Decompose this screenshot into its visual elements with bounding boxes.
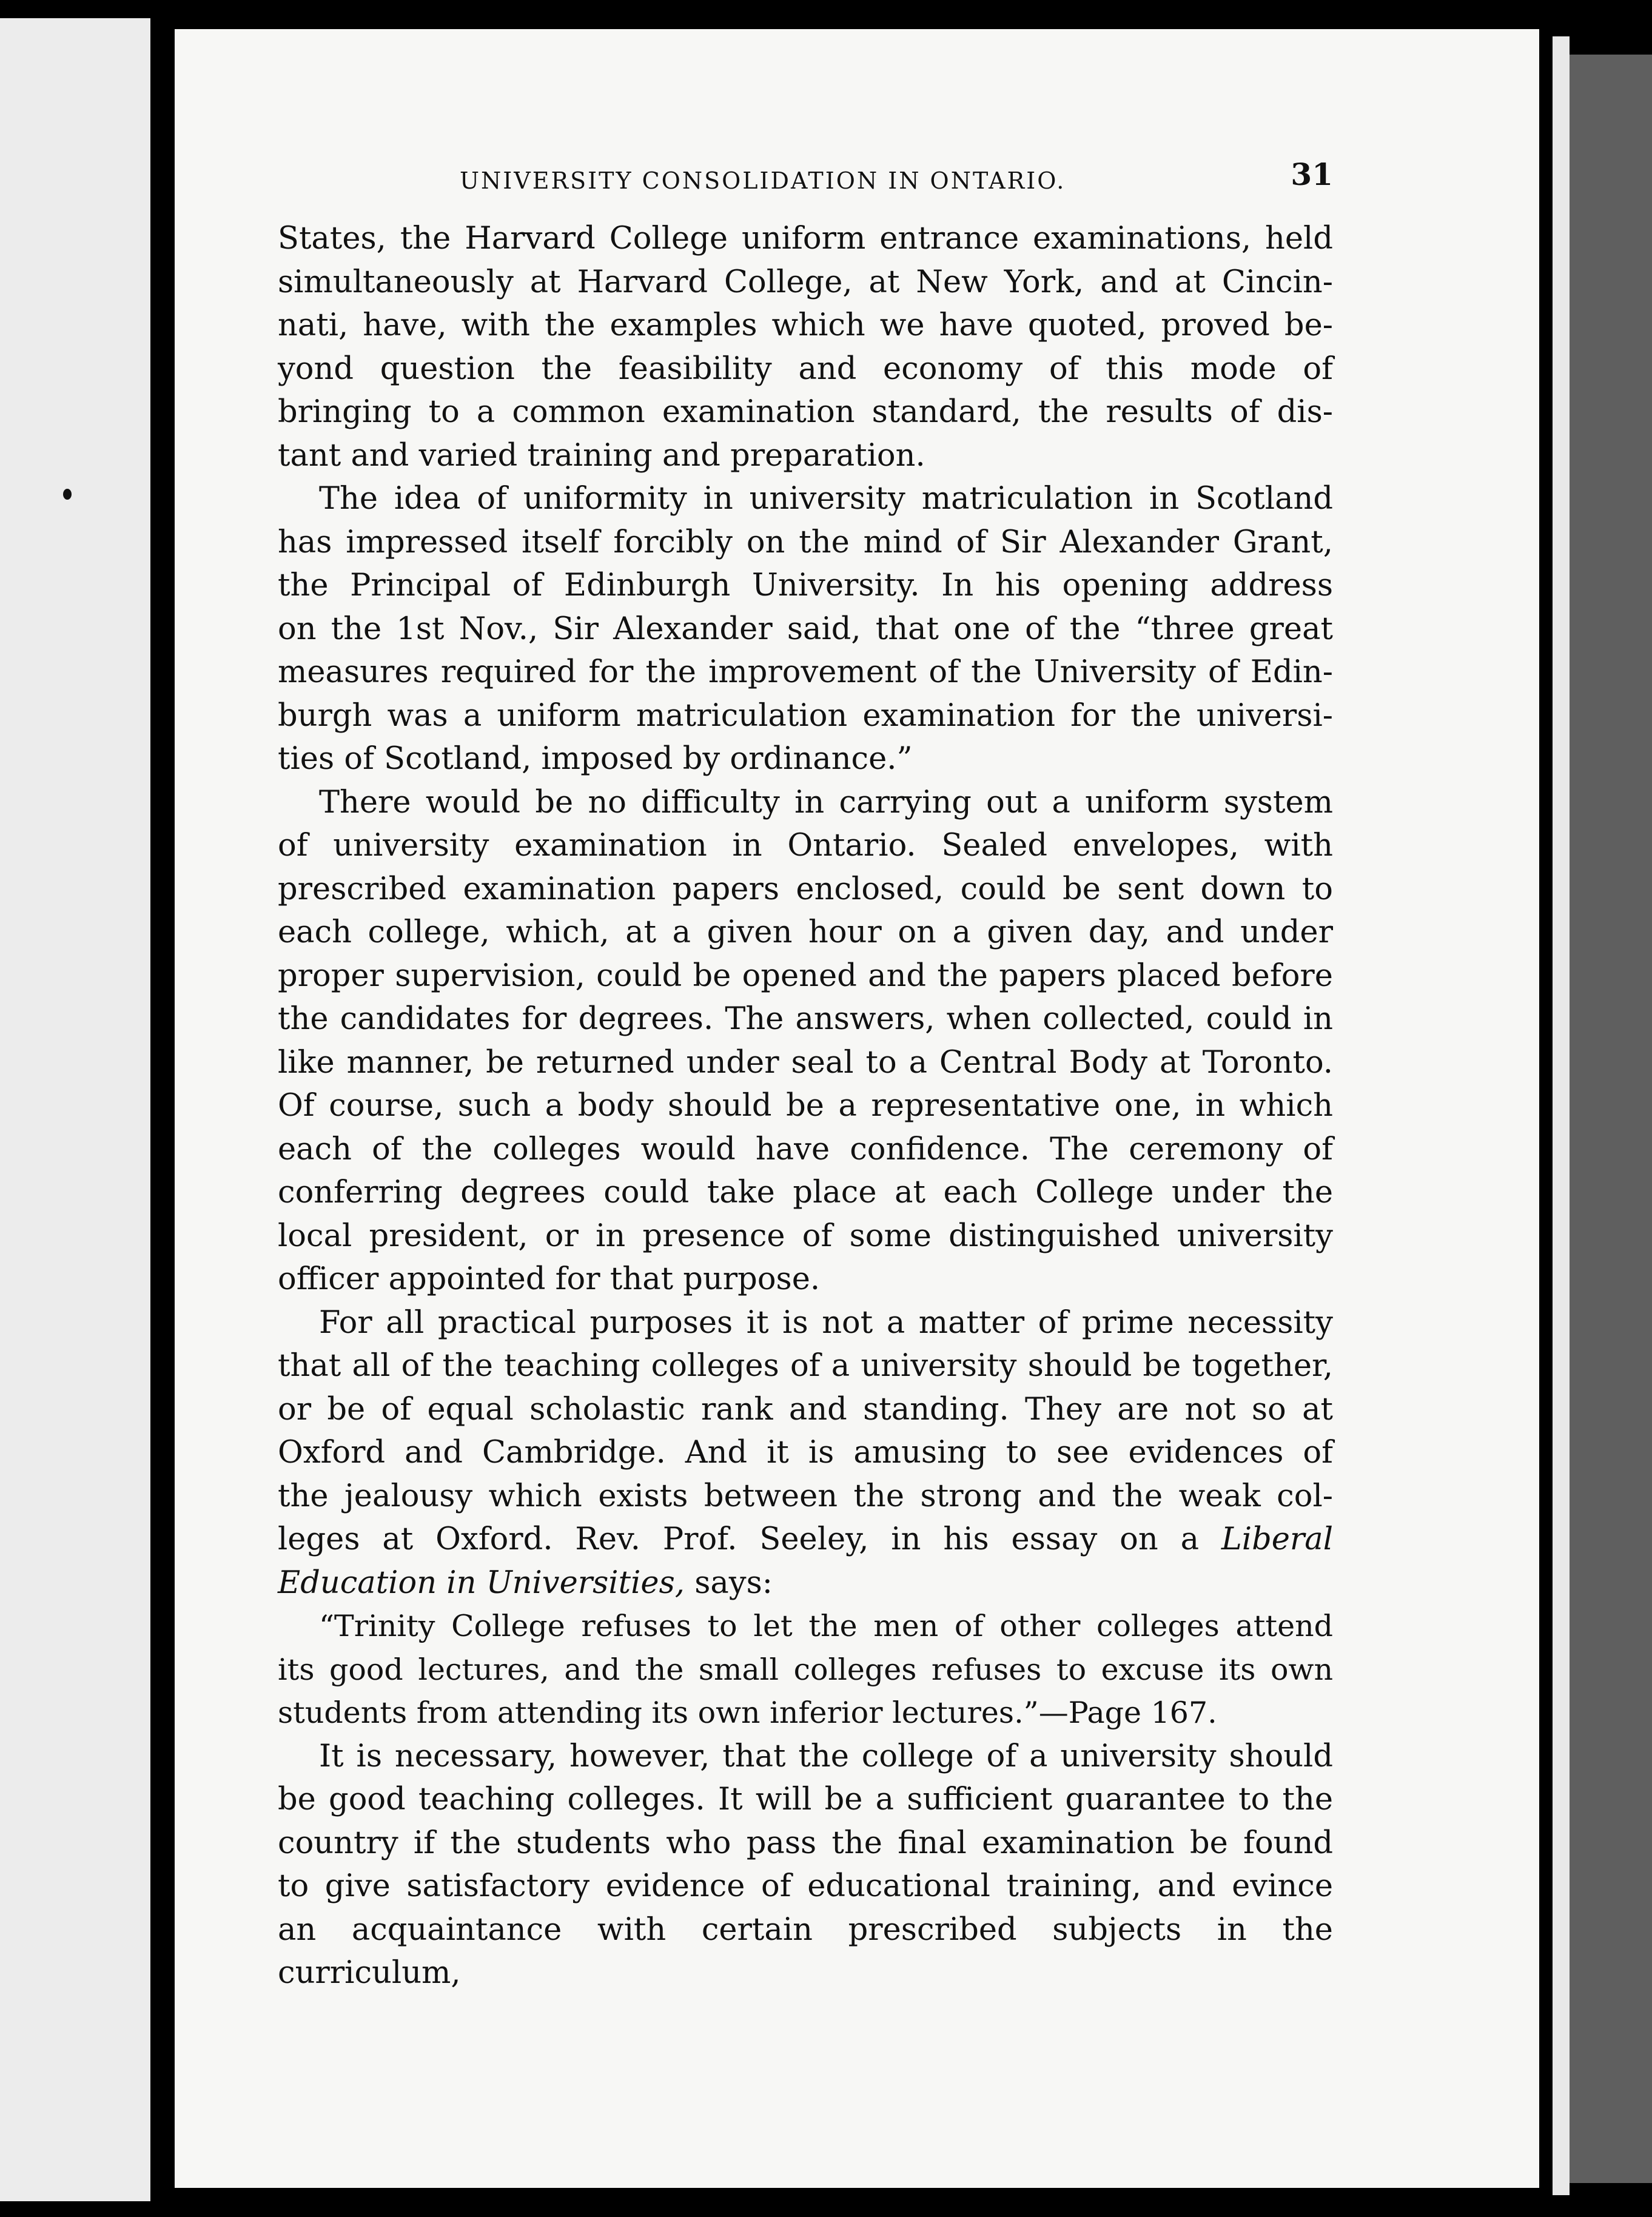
text-line: an acquaintance with certain prescribed subjects in the curriculum,: [278, 1911, 1333, 1991]
text-line: officer appointed for that purpose.: [278, 1261, 821, 1297]
text-line: on the 1st Nov., Sir Alexander said, that one of the “three great: [278, 611, 1333, 647]
text-fragment: leges at Oxford. Rev. Prof. Seeley, in his essay on a: [278, 1521, 1200, 1557]
text-line: There would be no difficulty in carrying out a uniform system: [319, 784, 1333, 820]
text-line: For all practical purposes it is not a matter of prime necessity: [319, 1304, 1333, 1341]
text-line: the Principal of Edinburgh University. In his opening address: [278, 568, 1333, 603]
text-line: bringing to a common examination standard, the results of dis-: [278, 394, 1333, 430]
text-line: “Trinity College refuses to let the men of other colleges attend: [319, 1609, 1333, 1643]
italic-title-fragment: Education in Universities,: [278, 1565, 685, 1601]
text-line: or be of equal scholastic rank and standing. They are not so at: [278, 1391, 1333, 1427]
text-line: proper supervision, could be opened and the papers placed before: [278, 958, 1333, 994]
text-fragment: says:: [685, 1565, 773, 1601]
text-line: conferring degrees could take place at each College under the: [278, 1175, 1333, 1210]
italic-title-fragment: Liberal: [1221, 1521, 1334, 1557]
block-quote: [278, 1605, 1333, 1735]
text-line: each college, which, at a given hour on a given day, and under: [278, 914, 1333, 950]
text-line: its good lectures, and the small colleges refuses to excuse its own: [278, 1652, 1333, 1687]
paragraph-4: [278, 1301, 1333, 1605]
text-line: It is necessary, however, that the college of a university should: [319, 1738, 1333, 1774]
text-line: the candidates for degrees. The answers, when collected, could in: [278, 1001, 1333, 1037]
body-text: [278, 217, 1333, 1995]
ink-dot-mark: [63, 489, 72, 500]
text-line: be good teaching colleges. It will be a sufficient guarantee to the: [278, 1782, 1333, 1817]
text-line: to give satisfactory evidence of educational training, and evince: [278, 1868, 1333, 1904]
paragraph-2: [278, 477, 1333, 781]
left-page-edge: [0, 18, 150, 2201]
text-line: The idea of uniformity in university matriculation in Scotland: [319, 481, 1333, 517]
paragraph-3: [278, 781, 1333, 1301]
text-line: [278, 1561, 1333, 1605]
right-page-stack-edge: [1559, 55, 1652, 2183]
page-content: [278, 156, 1333, 1995]
page-number: 31: [1291, 156, 1333, 192]
page-header: [278, 156, 1333, 211]
text-line: burgh was a uniform matriculation examination for the universi-: [278, 697, 1333, 734]
text-line: each of the colleges would have confidence. The ceremony of: [278, 1131, 1333, 1167]
text-line: like manner, be returned under seal to a Central Body at Toronto.: [278, 1044, 1333, 1081]
book-page: [175, 29, 1539, 2188]
text-line: country if the students who pass the final examination be found: [278, 1825, 1333, 1861]
text-line: of university examination in Ontario. Sealed envelopes, with: [278, 828, 1333, 864]
text-line: nati, have, with the examples which we have quoted, proved be-: [278, 307, 1333, 343]
text-line: measures required for the improvement of the University of Edin-: [278, 654, 1333, 690]
running-head: UNIVERSITY CONSOLIDATION IN ONTARIO.: [460, 167, 1066, 194]
text-line: prescribed examination papers enclosed, could be sent down to: [278, 871, 1333, 907]
text-line: Of course, such a body should be a representative one, in which: [278, 1088, 1333, 1124]
text-line: the jealousy which exists between the strong and the weak col-: [278, 1478, 1333, 1514]
right-page-border: [1553, 36, 1570, 2195]
text-line: ties of Scotland, imposed by ordinance.”: [278, 741, 913, 777]
text-line: tant and varied training and preparation.: [278, 437, 925, 474]
text-line: simultaneously at Harvard College, at New York, and at Cincin-: [278, 264, 1333, 300]
text-line: [278, 1518, 1333, 1561]
text-line: local president, or in presence of some distinguished university: [278, 1218, 1333, 1254]
text-line: students from attending its own inferior lectures.”—Page 167.: [278, 1695, 1217, 1730]
text-line: Oxford and Cambridge. And it is amusing to see evidences of: [278, 1435, 1333, 1471]
text-line: that all of the teaching colleges of a university should be together,: [278, 1348, 1333, 1384]
paragraph-1: [278, 217, 1333, 477]
text-line: has impressed itself forcibly on the mind of Sir Alexander Grant,: [278, 524, 1333, 560]
text-line: yond question the feasibility and economy of this mode of: [278, 350, 1333, 387]
paragraph-5: [278, 1735, 1333, 1995]
text-line: States, the Harvard College uniform entrance examinations, held: [278, 221, 1333, 257]
